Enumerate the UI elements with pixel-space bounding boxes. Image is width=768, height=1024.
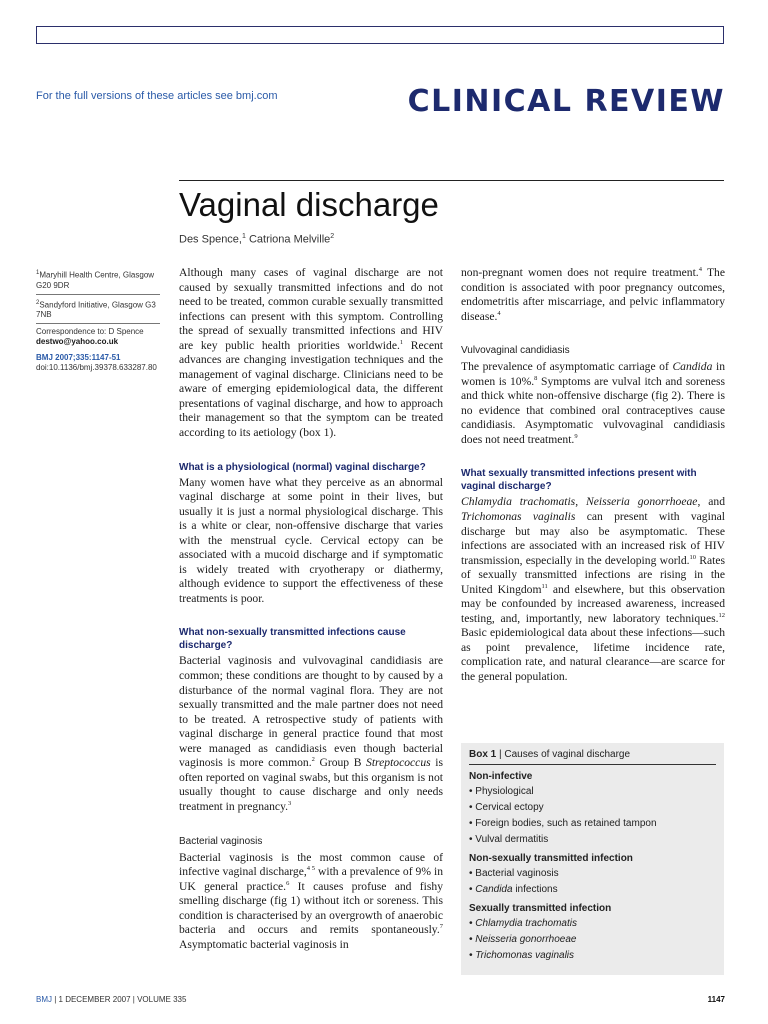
non-sti-paragraph [179, 654, 443, 814]
box-causes-of-discharge [461, 743, 724, 975]
italic-term: Candida [475, 884, 513, 895]
text: The condition is associated with poor pregnancy outcomes, endometritis after miscarriage, and pelvic inflammatory disease. [461, 266, 725, 323]
ref: 6 [286, 879, 290, 887]
top-banner-box [36, 26, 724, 44]
title-rule [179, 180, 724, 181]
list-item [469, 882, 716, 898]
section-heading: CLINICAL REVIEW [407, 84, 725, 119]
email-link[interactable]: destwo@yahoo.co.uk [36, 337, 119, 347]
affiliation-1 [36, 268, 160, 295]
author-line [179, 233, 334, 246]
column-1 [179, 266, 443, 952]
text: with a prevalence of 9% in UK general practice. [179, 865, 443, 893]
box-group-title: Sexually transmitted infection [469, 903, 612, 914]
text: Rates of sexually transmitted infections are rising in the United Kingdom [461, 553, 725, 596]
text: in women is 10%. [461, 360, 725, 388]
ref: 9 [574, 433, 578, 441]
footer-journal: BMJ [36, 995, 52, 1004]
text: and elsewhere, but this observation may be confounded by increased awareness, increased testing, and, importantly, new laboratory techniques. [461, 582, 725, 625]
bv-continued-paragraph [461, 266, 725, 324]
article-title: Vaginal discharge [179, 186, 439, 223]
page-number: 1147 [707, 995, 725, 1004]
text: Although many cases of vaginal discharge are not caused by sexually transmitted infections and do not need to be treated, common curable sexually transmitted infections can present with this symptom. Controlling the spread of sexually transmitted infections and HIV are key public health priorities worldwide. [179, 266, 443, 352]
text: Group B [314, 756, 367, 770]
affiliation-1-text: Maryhill Health Centre, Glasgow G20 9DR [36, 270, 155, 290]
list-item: • Chlamydia trachomatis [469, 916, 716, 932]
text: infections [512, 884, 558, 895]
text: Bacterial vaginosis and vulvovaginal candidiasis are common; these conditions are thought to by caused by a disturbance of the normal vaginal flora. They are not sexually transmitted and the male partner does not need to be treated. A retrospective study of patients with vaginal discharge in general practice found that most were managed as candidiasis even though bacterial vaginosis is more common. [179, 654, 443, 770]
italic-term: Streptococcus [366, 756, 431, 770]
box-label: Box 1 [469, 749, 497, 760]
bacterial-vaginosis-paragraph [179, 851, 443, 953]
correspondence: Correspondence to: D Spence [36, 327, 144, 337]
list-item: • Cervical ectopy [469, 800, 716, 816]
text: Basic epidemiological data about these infections—such as point prevalence, lifetime incidence rate, complication rate, and natural clearance—are scarce for the general population. [461, 626, 725, 684]
author-1: Des Spence, [179, 233, 242, 246]
column-2 [461, 266, 725, 685]
author-2-affiliation: 2 [330, 233, 335, 240]
physiological-paragraph: Many women have what they perceive as an abnormal vaginal discharge at some point in their lives, but usually it is just a normal physiological discharge. This is a white or clear, non-offensive discharge that varies with the menstrual cycle. Cervical ectopy can be associated with a mucoid discharge and if symptomatic is widely treated with cryotherapy or diathermy, although evidence to support the effectiveness of these treatments is poor. [179, 475, 443, 605]
heading-physiological: What is a physiological (normal) vaginal discharge? [179, 461, 426, 473]
author-1-affiliation: 1 [241, 233, 246, 240]
box-group-list [469, 866, 716, 898]
text: , and [697, 495, 725, 509]
italic-term: Trichomonas vaginalis [461, 510, 576, 524]
intro-paragraph [179, 266, 443, 441]
ref: 8 [534, 374, 538, 382]
box-title [469, 749, 716, 765]
doi[interactable]: doi:10.1136/bmj.39378.633287.80 [36, 363, 157, 373]
box-group-list [469, 784, 716, 848]
box-group-title: Non-sexually transmitted infection [469, 853, 633, 864]
candidiasis-paragraph [461, 360, 725, 447]
margin-notes [36, 268, 160, 373]
text: Symptoms are vulval itch and soreness and thick white non-offensive discharge (fig 2). There is no evidence that combined oral contraceptives cause candidiasis. Asymptomatic vulvovaginal candidiasis does not need treatment. [461, 374, 726, 446]
text: Asymptomatic bacterial vaginosis in [179, 937, 349, 951]
italic-term: Neisseria gonorrhoeae [586, 495, 698, 509]
list-item: • Bacterial vaginosis [469, 866, 716, 882]
text: non-pregnant women does not require treatment. [461, 266, 699, 279]
footer-issue [36, 995, 186, 1004]
sti-paragraph [461, 495, 725, 684]
ref: 2 [311, 756, 315, 764]
text: is often reported on vaginal swabs, but this organism is not usually thought to cause discharge and only needs treatment in pregnancy. [179, 756, 443, 813]
heading-sti: What sexually transmitted infections present with vaginal discharge? [461, 468, 697, 493]
affiliation-2 [36, 298, 160, 325]
list-item: • Vulval dermatitis [469, 832, 716, 848]
list-item: • Trichomonas vaginalis [469, 948, 716, 964]
ref: 1 [399, 338, 404, 346]
ref: 4 [497, 309, 501, 317]
heading-non-sti: What non-sexually transmitted infections cause discharge? [179, 627, 406, 652]
text: can present with vaginal discharge but may also be asymptomatic. These infections are associated with an increased risk of HIV transmission, especially in the developing world. [461, 510, 725, 567]
ref: 10 [689, 553, 697, 561]
box-title-text: | Causes of vaginal discharge [496, 749, 631, 760]
ref: 4 5 [306, 865, 315, 873]
text: It causes profuse and fishy smelling discharge (fig 1) without itch or soreness. This condition is characterised by an overgrowth of anaerobic bacteria and occurs and remits spontaneously. [179, 879, 443, 937]
box-group-title: Non-infective [469, 771, 533, 782]
box-group-list [469, 916, 716, 964]
full-versions-link[interactable]: For the full versions of these articles see bmj.com [36, 90, 278, 102]
footer-issue-text: | 1 DECEMBER 2007 | VOLUME 335 [52, 995, 187, 1004]
text: Bacterial vaginosis is the most common cause of infective vaginal discharge, [179, 850, 443, 879]
author-2: Catriona Melville [245, 233, 331, 246]
italic-term: Chlamydia trachomatis [461, 495, 576, 509]
ref: 12 [718, 611, 725, 619]
list-item: • Foreign bodies, such as retained tampon [469, 816, 716, 832]
heading-candidiasis: Vulvovaginal candidiasis [461, 345, 570, 357]
ref: 3 [288, 800, 292, 808]
ref: 11 [541, 582, 548, 590]
heading-bacterial-vaginosis: Bacterial vaginosis [179, 835, 263, 847]
text: The prevalence of asymptomatic carriage of [461, 360, 673, 374]
italic-term: Candida [672, 360, 713, 374]
affiliation-2-text: Sandyford Initiative, Glasgow G3 7NB [36, 300, 156, 320]
list-item: • Physiological [469, 784, 716, 800]
list-item: • Neisseria gonorrhoeae [469, 932, 716, 948]
ref: 7 [439, 923, 443, 931]
citation: BMJ 2007;335:1147-51 [36, 353, 121, 363]
affiliation-2-mark: 2 [36, 299, 40, 306]
ref: 4 [698, 266, 702, 274]
text: , [575, 495, 587, 509]
text: Recent advances are changing investigation techniques and the management of vaginal discharge. Clinicians need to be aware of emerging epidemiological data, the different presentations of vaginal discharge, and how to approach their management so that the symptom can be treated according to its aetiology (box 1). [179, 338, 443, 440]
affiliation-1-mark: 1 [36, 270, 40, 276]
